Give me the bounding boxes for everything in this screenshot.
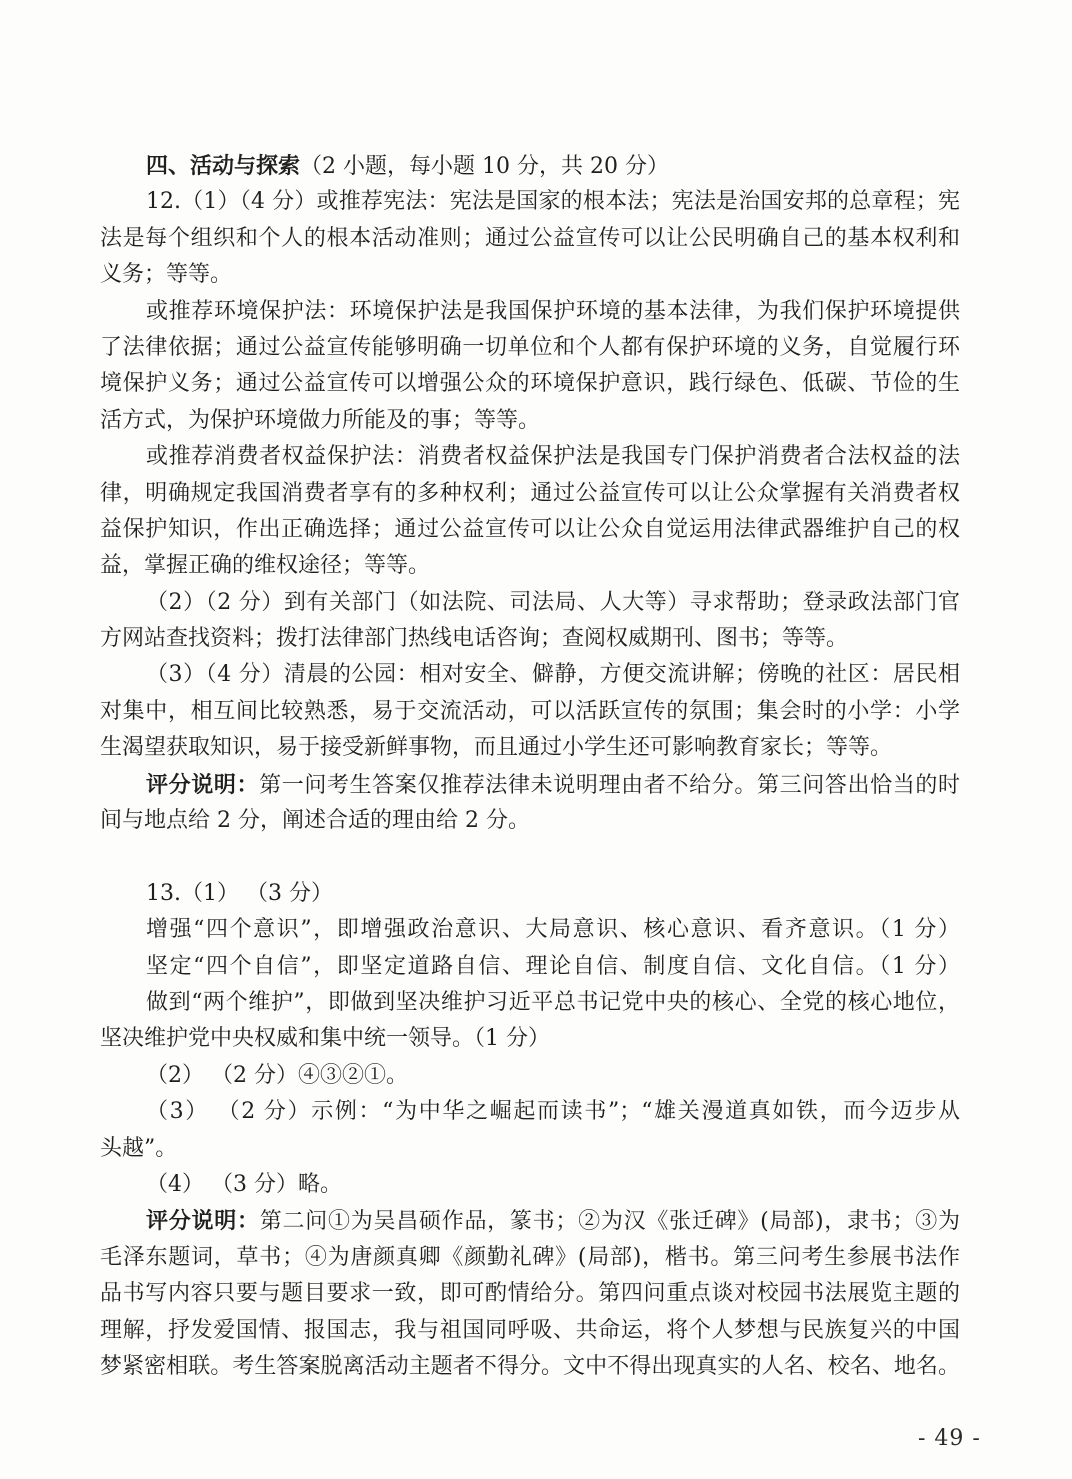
text-line	[100, 221, 960, 257]
line-text: 品书写内容只要与题目要求一致，即可酌情给分。第四问重点谈对校园书法展览主题的	[100, 1281, 960, 1307]
line-text: （3） （2 分）示例：“为中华之崛起而读书”；“雄关漫道真如铁，而今迈步从	[146, 1099, 960, 1125]
text-line	[100, 548, 960, 584]
text-line	[100, 1021, 960, 1057]
section-heading	[100, 148, 960, 184]
line-text: 或推荐消费者权益保护法：消费者权益保护法是我国专门保护消费者合法权益的法	[146, 444, 960, 470]
text-line	[100, 257, 960, 293]
line-text: （2）（2 分）到有关部门（如法院、司法局、人大等）寻求帮助；登录政法部门官	[146, 589, 960, 615]
text-line	[100, 1058, 960, 1094]
text-line	[100, 949, 960, 985]
bold-lead: 评分说明：	[146, 1208, 260, 1235]
line-text: 头越”。	[100, 1135, 178, 1161]
text-line	[100, 694, 960, 730]
line-text: 梦紧密相联。考生答案脱离活动主题者不得分。文中不得出现真实的人名、校名、地名。	[100, 1353, 960, 1379]
text-line	[100, 294, 960, 330]
line-text: 12.（1）（4 分）或推荐宪法：宪法是国家的根本法；宪法是治国安邦的总章程；宪	[146, 189, 960, 215]
line-text: 方网站查找资料；拨打法律部门热线电话咨询；查阅权威期刊、图书；等等。	[100, 626, 849, 652]
text-line	[100, 730, 960, 766]
line-text: 活方式，为保护环境做力所能及的事；等等。	[100, 407, 541, 433]
text-line	[100, 985, 960, 1021]
text-line	[100, 1094, 960, 1130]
text-line	[100, 366, 960, 402]
text-line	[100, 512, 960, 548]
text-line	[100, 1203, 960, 1239]
text-line	[100, 1313, 960, 1349]
text-line	[100, 912, 960, 948]
line-text: 间与地点给 2 分，阐述合适的理由给 2 分。	[100, 808, 530, 834]
line-text: 毛泽东题词，草书；④为唐颜真卿《颜勤礼碑》(局部)，楷书。第三问考生参展书法作	[100, 1244, 960, 1270]
line-text: 理解，抒发爱国情、报国志，我与祖国同呼吸、共命运，将个人梦想与民族复兴的中国	[100, 1317, 960, 1343]
line-text: 第一问考生答案仅推荐法律未说明理由者不给分。第三问答出恰当的时	[259, 772, 960, 798]
page-number: - 49 -	[918, 1426, 981, 1451]
text-line	[100, 403, 960, 439]
line-text: 律，明确规定我国消费者享有的多种权利；通过公益宣传可以让公众掌握有关消费者权	[100, 480, 960, 506]
text-line	[100, 330, 960, 366]
text-line	[100, 184, 960, 220]
text-line	[100, 803, 960, 839]
line-text: 益，掌握正确的维权途径；等等。	[100, 553, 431, 579]
line-text: 义务；等等。	[100, 262, 233, 288]
text-line	[100, 876, 960, 912]
line-text: 第二问①为吴昌硕作品，篆书；②为汉《张迁碑》(局部)，隶书；③为	[259, 1209, 960, 1235]
text-line	[100, 439, 960, 475]
line-text: （2） （2 分）④③②①。	[146, 1062, 408, 1088]
heading-title: 四、活动与探索	[146, 153, 301, 179]
line-text: 法是每个组织和个人的根本活动准则；通过公益宣传可以让公民明确自己的基本权利和	[100, 225, 960, 251]
line-text: 益保护知识，作出正确选择；通过公益宣传可以让公众自觉运用法律武器维护自己的权	[100, 516, 960, 542]
line-text: （2 小题，每小题 10 分，共 20 分）	[300, 154, 669, 179]
text-line	[100, 1276, 960, 1312]
bold-lead: 评分说明：	[146, 771, 260, 798]
line-text: （4） （3 分）略。	[146, 1171, 342, 1197]
text-line	[100, 767, 960, 803]
text-line	[100, 1167, 960, 1203]
text-line	[100, 1131, 960, 1167]
text-line	[100, 585, 960, 621]
line-text: 境保护义务；通过公益宣传可以增强公众的环境保护意识，践行绿色、低碳、节俭的生	[100, 371, 960, 397]
text-line	[100, 621, 960, 657]
line-text: 生渴望获取知识，易于接受新鲜事物，而且通过小学生还可影响教育家长；等等。	[100, 735, 893, 761]
line-text: 坚定“四个自信”，即坚定道路自信、理论自信、制度自信、文化自信。（1 分）	[146, 953, 960, 979]
text-line	[100, 1240, 960, 1276]
line-text: 13.（1） （3 分）	[146, 880, 333, 906]
line-text: 或推荐环境保护法：环境保护法是我国保护环境的基本法律，为我们保护环境提供	[146, 298, 960, 324]
line-text: 对集中，相互间比较熟悉，易于交流活动，可以活跃宣传的氛围；集会时的小学：小学	[100, 698, 960, 724]
blank-line	[100, 839, 960, 875]
line-text: 增强“四个意识”，即增强政治意识、大局意识、核心意识、看齐意识。（1 分）	[146, 917, 960, 943]
line-text: （3）（4 分）清晨的公园：相对安全、僻静，方便交流讲解；傍晚的社区：居民相	[146, 662, 960, 688]
line-text: 做到“两个维护”，即做到坚决维护习近平总书记党中央的核心、全党的核心地位，	[146, 989, 960, 1015]
text-column	[100, 148, 960, 1385]
text-line	[100, 1349, 960, 1385]
line-text: 了法律依据；通过公益宣传能够明确一切单位和个人都有保护环境的义务，自觉履行环	[100, 334, 960, 360]
text-line	[100, 476, 960, 512]
line-text: 坚决维护党中央权威和集中统一领导。（1 分）	[100, 1026, 550, 1052]
text-line	[100, 657, 960, 693]
